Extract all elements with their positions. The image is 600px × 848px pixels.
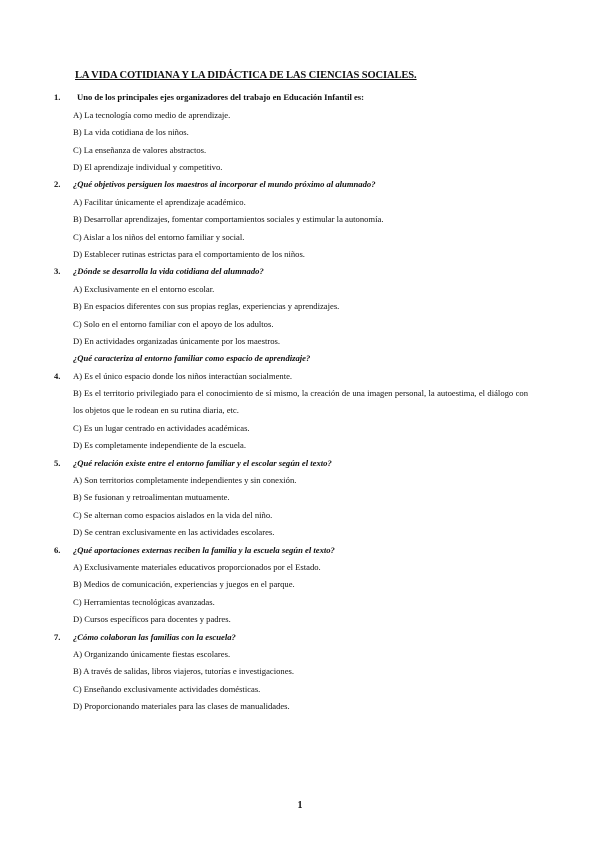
- question-number: 6.: [54, 545, 61, 555]
- question-number: 2.: [54, 179, 61, 189]
- option-d: D) Cursos específicos para docentes y padres.: [73, 614, 231, 624]
- option-b: B) A través de salidas, libros viajeros, tutorías e investigaciones.: [73, 666, 295, 676]
- question-number: 7.: [54, 632, 61, 642]
- option-a: A) Es el único espacio donde los niños interactúan socialmente.: [73, 371, 293, 381]
- option-b: B) La vida cotidiana de los niños.: [73, 127, 189, 137]
- option-c: C) La enseñanza de valores abstractos.: [73, 145, 207, 155]
- option-b: B) Es el territorio privilegiado para el conocimiento de sí mismo, la creación de una imagen personal, la autoestima, el diálogo con los objetos que le rodean en su rutina diaria, etc.: [73, 388, 528, 415]
- option-a: A) Exclusivamente materiales educativos proporcionados por el Estado.: [73, 562, 321, 572]
- question-text: ¿Cómo colaboran las familias con la escuela?: [73, 632, 236, 642]
- question-text: ¿Qué caracteriza al entorno familiar como espacio de aprendizaje?: [73, 353, 311, 363]
- option-d: D) El aprendizaje individual y competitivo.: [73, 162, 223, 172]
- option-d: D) En actividades organizadas únicamente por los maestros.: [73, 336, 280, 346]
- question-text: ¿Qué aportaciones externas reciben la familia y la escuela según el texto?: [73, 545, 335, 555]
- question-number: 1.: [54, 92, 61, 102]
- option-d: D) Es completamente independiente de la escuela.: [73, 440, 246, 450]
- page-number: 1: [297, 800, 303, 811]
- option-a: A) Exclusivamente en el entorno escolar.: [73, 284, 215, 294]
- question-text: ¿Qué objetivos persiguen los maestros al incorporar el mundo próximo al alumnado?: [73, 179, 376, 189]
- option-b: B) En espacios diferentes con sus propias reglas, experiencias y aprendizajes.: [73, 301, 340, 311]
- option-d: D) Se centran exclusivamente en las actividades escolares.: [73, 527, 275, 537]
- question-number: 3.: [54, 266, 61, 276]
- option-b: B) Se fusionan y retroalimentan mutuamente.: [73, 492, 230, 502]
- question-number: 5.: [54, 458, 61, 468]
- option-c: C) Es un lugar centrado en actividades académicas.: [73, 423, 250, 433]
- option-b: B) Medios de comunicación, experiencias y juegos en el parque.: [73, 579, 295, 589]
- option-c: C) Se alternan como espacios aislados en la vida del niño.: [73, 510, 273, 520]
- question-number: 4.: [54, 371, 61, 381]
- option-a: A) Son territorios completamente independientes y sin conexión.: [73, 475, 297, 485]
- option-a: A) Organizando únicamente fiestas escolares.: [73, 649, 231, 659]
- option-a: A) Facilitar únicamente el aprendizaje académico.: [73, 197, 246, 207]
- option-b: B) Desarrollar aprendizajes, fomentar comportamientos sociales y estimular la autonomía.: [73, 214, 384, 224]
- option-c: C) Solo en el entorno familiar con el apoyo de los adultos.: [73, 319, 274, 329]
- option-a: A) La tecnología como medio de aprendizaje.: [73, 110, 231, 120]
- question-text: ¿Dónde se desarrolla la vida cotidiana del alumnado?: [73, 266, 264, 276]
- option-c: C) Herramientas tecnológicas avanzadas.: [73, 597, 215, 607]
- option-d: D) Proporcionando materiales para las clases de manualidades.: [73, 701, 290, 711]
- option-c: C) Aislar a los niños del entorno familiar y social.: [73, 232, 245, 242]
- option-d: D) Establecer rutinas estrictas para el comportamiento de los niños.: [73, 249, 305, 259]
- question-text: Uno de los principales ejes organizadores del trabajo en Educación Infantil es:: [77, 92, 365, 102]
- document-title: LA VIDA COTIDIANA Y LA DIDÁCTICA DE LAS CIENCIAS SOCIALES.: [75, 70, 417, 81]
- question-text: ¿Qué relación existe entre el entorno familiar y el escolar según el texto?: [73, 458, 332, 468]
- option-c: C) Enseñando exclusivamente actividades domésticas.: [73, 684, 261, 694]
